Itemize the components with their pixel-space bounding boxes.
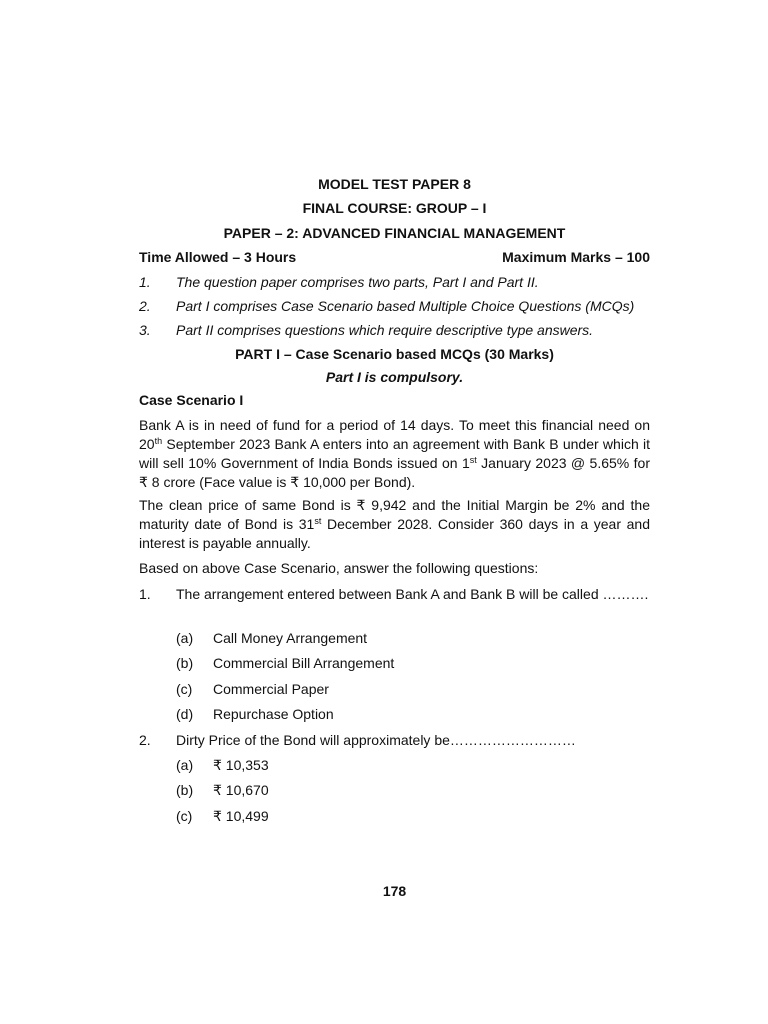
part-one-heading: PART I – Case Scenario based MCQs (30 Marks) bbox=[235, 346, 554, 362]
option-text: Call Money Arrangement bbox=[213, 630, 368, 646]
option-text: ₹ 10,353 bbox=[213, 757, 269, 773]
maximum-marks: Maximum Marks – 100 bbox=[502, 249, 650, 265]
course-title: FINAL COURSE: GROUP – I bbox=[302, 200, 487, 216]
case-scenario-title: Case Scenario I bbox=[139, 392, 244, 408]
option-label: (a) bbox=[176, 757, 194, 773]
option-label: (b) bbox=[176, 655, 194, 671]
instruction-text: Part II comprises questions which require descriptive type answers. bbox=[176, 322, 594, 338]
option-label: (a) bbox=[176, 630, 194, 646]
paper-title: MODEL TEST PAPER 8 bbox=[318, 176, 471, 192]
option-text: ₹ 10,670 bbox=[213, 782, 269, 798]
instruction-text: Part I comprises Case Scenario based Multiple Choice Questions (MCQs) bbox=[176, 298, 635, 314]
option-text: Repurchase Option bbox=[213, 706, 334, 722]
question-number: 2. bbox=[139, 732, 151, 748]
option-label: (c) bbox=[176, 808, 193, 824]
instruction-number: 3. bbox=[139, 322, 151, 338]
instruction-number: 1. bbox=[139, 274, 151, 290]
option-label: (d) bbox=[176, 706, 194, 722]
option-text: Commercial Paper bbox=[213, 681, 329, 697]
question-number: 1. bbox=[139, 586, 151, 602]
case-paragraph-2: The clean price of same Bond is ₹ 9,942 and the Initial Margin be 2% and the maturity date of Bond is 31st December 2028. Consider 360 days in a year and interest is payable annually. bbox=[139, 497, 650, 551]
page-number: 178 bbox=[382, 883, 407, 899]
paper-subject: PAPER – 2: ADVANCED FINANCIAL MANAGEMENT bbox=[223, 225, 566, 241]
instruction-number: 2. bbox=[139, 298, 151, 314]
question-text: Dirty Price of the Bond will approximately be……………………… bbox=[176, 732, 576, 748]
question-text: The arrangement entered between Bank A and Bank B will be called ………. bbox=[176, 586, 649, 602]
option-text: ₹ 10,499 bbox=[213, 808, 269, 824]
option-label: (b) bbox=[176, 782, 194, 798]
option-label: (c) bbox=[176, 681, 193, 697]
time-allowed: Time Allowed – 3 Hours bbox=[139, 249, 297, 265]
case-paragraph-3: Based on above Case Scenario, answer the following questions: bbox=[139, 560, 539, 576]
part-one-note: Part I is compulsory. bbox=[325, 369, 464, 385]
option-text: Commercial Bill Arrangement bbox=[213, 655, 395, 671]
case-paragraph-1: Bank A is in need of fund for a period of 14 days. To meet this financial need on 20th September 2023 Bank A enters into an agreement with Bank B under which it will sell 10% Government of India Bonds issued on 1st January 2023 @ 5.65% for ₹ 8 crore (Face value is ₹ 10,000 per Bond). bbox=[139, 417, 650, 490]
instruction-text: The question paper comprises two parts, Part I and Part II. bbox=[176, 274, 539, 290]
